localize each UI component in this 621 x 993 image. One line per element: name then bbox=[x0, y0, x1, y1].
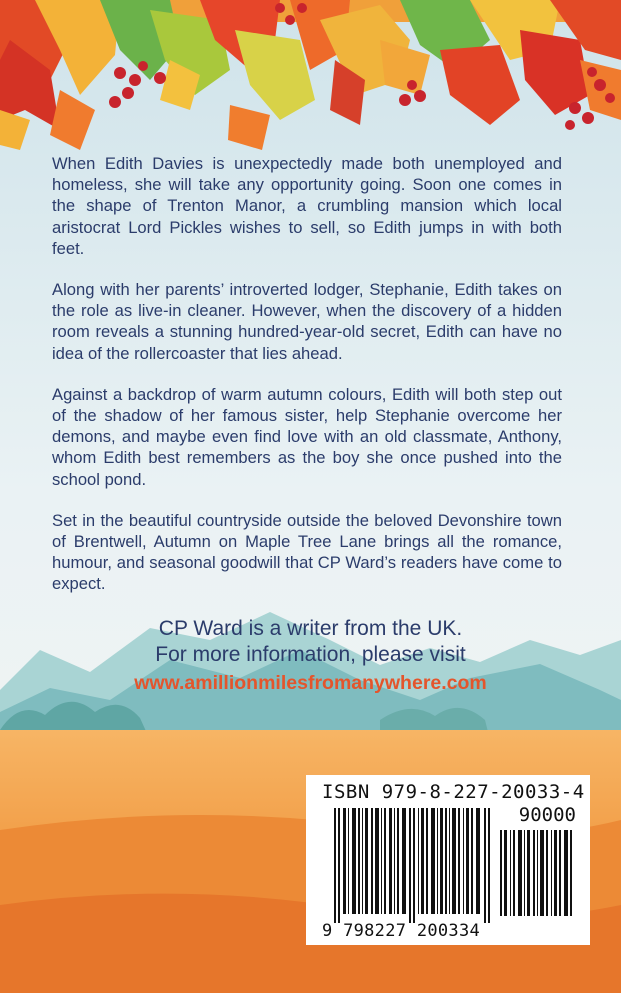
blurb-paragraph: Set in the beautiful countryside outside the beloved Devonshire town of Brentwell, Autumn on Maple Tree Lane brings all the romance, humour, and seasonal goodwill that CP Ward’s readers have come to expect. bbox=[52, 510, 562, 594]
author-info bbox=[0, 616, 621, 696]
author-bio-line: CP Ward is a writer from the UK. bbox=[158, 617, 463, 640]
blurb-text bbox=[52, 153, 562, 615]
author-website-link[interactable]: www.amillionmilesfromanywhere.com bbox=[134, 672, 487, 694]
blurb-paragraph: Along with her parents’ introverted lodger, Stephanie, Edith takes on the role as live-in cleaner. However, when the discovery of a hidden room reveals a stunning hundred-year-old secret, Edith can have no idea of the rollercoaster that lies ahead. bbox=[52, 280, 562, 363]
addon-barcode-bars bbox=[500, 830, 576, 916]
ean-barcode-bars bbox=[334, 808, 496, 923]
barcode-digits: 9 798227 200334 bbox=[322, 921, 481, 941]
author-info-line: For more information, please visit bbox=[155, 643, 466, 666]
blurb-paragraph: Against a backdrop of warm autumn colours, Edith will both step out of the shadow of her famous sister, help Stephanie overcome her demons, and maybe even find love with an old classmate, Anthony, whom Edith best remembers as the boy she once pushed into the school pond. bbox=[52, 384, 562, 489]
isbn-label: ISBN 979-8-227-20033-4 bbox=[322, 781, 585, 803]
price-addon-code: 90000 bbox=[518, 804, 576, 826]
isbn-barcode bbox=[306, 775, 590, 945]
blurb-paragraph: When Edith Davies is unexpectedly made both unemployed and homeless, she will take any opportunity going. Soon one comes in the shape of Trenton Manor, a crumbling mansion which local aristocrat Lord Pickles wishes to sell, so Edith jumps in with both feet. bbox=[52, 154, 562, 258]
